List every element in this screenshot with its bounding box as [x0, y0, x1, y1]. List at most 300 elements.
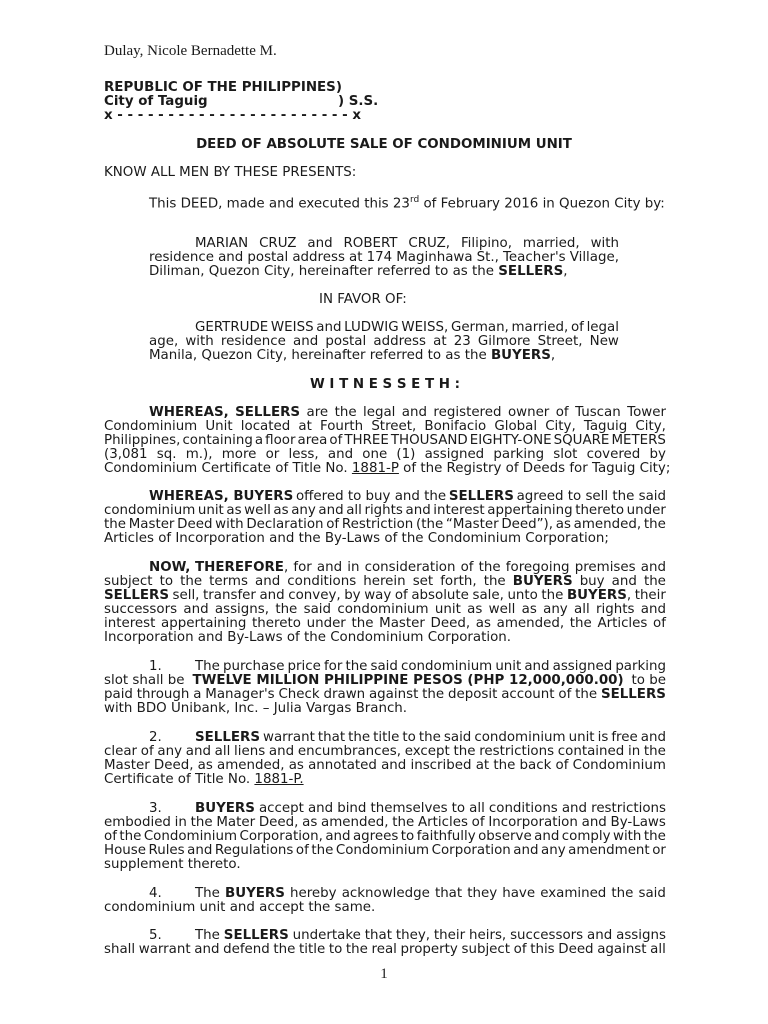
whereas2-line-2 [104, 503, 666, 518]
item3-line-5: supplement thereto. [104, 857, 241, 872]
word: the [418, 730, 441, 745]
whereas2-mid: offered to buy and the [295, 489, 447, 504]
word: all [214, 744, 231, 759]
word: the [483, 574, 506, 589]
word: and [534, 829, 560, 844]
word: any [541, 843, 566, 858]
word: at [298, 419, 312, 434]
item5-line-1 [195, 928, 666, 943]
whereas1-keyword: WHEREAS, [149, 405, 229, 420]
word: shall [104, 942, 136, 957]
whereas2-sellers: SELLERS [448, 489, 514, 504]
title-number-2: 1881-P. [254, 772, 304, 787]
word: unit [197, 503, 224, 518]
word: against [368, 687, 419, 702]
word: and [259, 588, 285, 603]
word: of [558, 687, 572, 702]
word: assigned [552, 659, 613, 674]
word: Bonifacio [424, 419, 487, 434]
item3-line-2 [104, 815, 666, 830]
item4-number: 4. [149, 886, 162, 901]
word: the [334, 405, 357, 420]
word: with [613, 829, 642, 844]
word: Master [104, 758, 150, 773]
word: that [317, 730, 346, 745]
word: absolute [411, 588, 469, 603]
word: Corporation, [239, 829, 323, 844]
now-l2-buyers: BUYERS [512, 574, 573, 589]
word: transfer [203, 588, 256, 603]
word: for [323, 659, 343, 674]
word: of [555, 758, 569, 773]
word: a [193, 687, 202, 702]
buyers-line-2 [149, 334, 619, 349]
word: deposit [447, 687, 498, 702]
word: assigns, [214, 602, 269, 617]
word: legal [362, 405, 396, 420]
word: 174 [366, 250, 393, 265]
whereas1-line-2 [104, 419, 666, 434]
word: and [194, 942, 220, 957]
whereas2-line-4: Articles of Incorporation and the By-Laws of the Condominium Corporation; [104, 531, 609, 546]
word: themselves [370, 801, 448, 816]
word: Condominium [104, 419, 198, 434]
word: Deed [558, 942, 594, 957]
word: address [292, 250, 345, 265]
word: amended, [217, 758, 285, 773]
item3-line-1 [195, 801, 666, 816]
word: the [493, 758, 516, 773]
word: the [348, 730, 371, 745]
word: of [513, 942, 527, 957]
word: as [521, 602, 537, 617]
word: the [569, 616, 592, 631]
whereas1-line-4 [104, 447, 666, 462]
word: for [293, 560, 312, 575]
word: and [561, 801, 588, 816]
word: any [157, 744, 183, 759]
word: are [306, 405, 329, 420]
whereas2-line-3 [104, 517, 666, 532]
word: price [287, 659, 321, 674]
word: the [643, 829, 666, 844]
author-name: Dulay, Nicole Bernadette M. [104, 43, 277, 59]
word: and [187, 843, 213, 858]
word: under [306, 616, 346, 631]
word: they, [395, 928, 431, 943]
now-l3-sellers: SELLERS [104, 588, 169, 603]
item3-number: 3. [149, 801, 162, 816]
word: appertaining [487, 503, 573, 518]
item2-line-1 [195, 730, 666, 745]
word: and [183, 602, 209, 617]
word: title [299, 942, 326, 957]
word: and [401, 405, 427, 420]
word: successors [510, 928, 584, 943]
word: the [541, 588, 564, 603]
word: and [185, 744, 211, 759]
word: amended, [321, 815, 389, 830]
word: property [400, 942, 458, 957]
word: interest [104, 616, 156, 631]
sellers-l3-end: , [563, 264, 568, 279]
word: Street, [537, 334, 583, 349]
word: Taguig [583, 419, 628, 434]
word: the [478, 560, 501, 575]
word: Deed, [258, 815, 299, 830]
word: defend [223, 942, 270, 957]
word: rights [596, 602, 635, 617]
word: the [119, 829, 142, 844]
caption-x-line: x - - - - - - - - - - - - - - - - - - - - - - - x [104, 108, 361, 123]
word: purchase [222, 659, 285, 674]
word: (the [416, 517, 444, 532]
caption-republic: REPUBLIC OF THE PHILIPPINES) [104, 80, 342, 95]
word: sell, [172, 588, 200, 603]
word: owner [507, 405, 550, 420]
word: paid [104, 687, 133, 702]
word: in [627, 744, 641, 759]
word: faithfully [416, 829, 476, 844]
word: and [327, 447, 354, 462]
word: their [634, 588, 666, 603]
intro-pre: This DEED, made and executed this 23 [149, 196, 410, 212]
word: embodied [104, 815, 171, 830]
word: Deed [177, 517, 213, 532]
word: slot [553, 447, 578, 462]
item5-sellers: SELLERS [223, 928, 289, 943]
item4-line-1 [195, 886, 666, 901]
sellers-l3-text: Diliman, Quezon City, hereinafter referred to as the [149, 264, 499, 279]
word: of [653, 616, 666, 631]
word: and [381, 758, 407, 773]
word: the [104, 517, 126, 532]
word: THOUSAND [390, 433, 468, 448]
item1-line-4: with BDO Unibank, Inc. – Julia Vargas Branch. [104, 701, 408, 716]
buyers-l3-end: , [550, 348, 556, 363]
caption-city: City of Taguig [104, 94, 208, 109]
word: amended, [496, 616, 565, 631]
word: as [288, 758, 304, 773]
word: House [104, 843, 146, 858]
word: of [140, 744, 154, 759]
word: and [513, 843, 539, 858]
word: Teacher's [503, 250, 566, 265]
word: and [268, 744, 295, 759]
word: acknowledge [341, 886, 430, 901]
word: Street, [371, 419, 417, 434]
word: Village, [569, 250, 619, 265]
word: and [316, 320, 342, 335]
word: of [555, 405, 569, 420]
in-favor-of: IN FAVOR OF: [319, 292, 407, 307]
word: as [467, 602, 483, 617]
word: WEISS [270, 320, 314, 335]
item1-l2-pre: slot shall be [104, 673, 189, 688]
item1-l2-post: to be [627, 673, 666, 688]
word: accept [258, 801, 304, 816]
word: subject [461, 942, 511, 957]
word: and [611, 574, 637, 589]
word: unit [495, 659, 522, 674]
purchase-price: TWELVE MILLION PHILIPPINE PESOS (PHP 12,000,000.00) [192, 673, 624, 688]
word: the [422, 687, 445, 702]
word: against [597, 942, 647, 957]
word: age, [149, 334, 179, 349]
word: to [159, 574, 174, 589]
word: the [180, 574, 203, 589]
word: legal [586, 320, 619, 335]
word: the [611, 886, 634, 901]
now-therefore-line-6: Incorporation and By-Laws of the Condominium Corporation. [104, 630, 512, 645]
word: or [265, 447, 280, 462]
word: of [460, 560, 474, 575]
word: amendment [568, 843, 650, 858]
word: GERTRUDE [195, 320, 269, 335]
word: contained [557, 744, 625, 759]
word: Condominium [335, 843, 430, 858]
item1-line-3 [104, 687, 666, 702]
item1-sellers: SELLERS [600, 687, 666, 702]
word: unit [434, 602, 461, 617]
word: said [638, 886, 666, 901]
word: EIGHTY-ONE [469, 433, 552, 448]
word: containing [182, 433, 253, 448]
word: in [347, 560, 360, 575]
word: married, [511, 320, 569, 335]
buyers-term: BUYERS [490, 348, 551, 363]
word: (1) [396, 447, 416, 462]
word: restrictions [479, 744, 555, 759]
word: heirs, [469, 928, 507, 943]
word: the [392, 815, 415, 830]
buyers-l3-text: Manila, Quezon City, hereinafter referred to as the [149, 348, 491, 363]
word: one [362, 447, 388, 462]
whereas1-l5-pre: Condominium Certificate of Title No. [104, 461, 352, 476]
word: sale, [472, 588, 504, 603]
word: annotated [308, 758, 377, 773]
word: comply [561, 829, 611, 844]
word: as [273, 503, 289, 518]
item3-buyers: BUYERS [195, 801, 255, 816]
word: unto [507, 588, 538, 603]
word: as [475, 616, 491, 631]
word: at [433, 334, 447, 349]
word: encumbrances, [297, 744, 401, 759]
word: thereto [575, 503, 625, 518]
item2-line-4 [104, 772, 304, 787]
item4-buyers: BUYERS [225, 886, 285, 901]
word: thereto [252, 616, 301, 631]
item2-line-3 [104, 758, 666, 773]
word: all [346, 503, 362, 518]
word: Articles [417, 815, 468, 830]
word: bind [337, 801, 367, 816]
word: of [394, 588, 408, 603]
word: their [433, 928, 466, 943]
word: Deed, [430, 616, 471, 631]
word: THREE [344, 433, 389, 448]
word: account [501, 687, 555, 702]
sellers-line-2 [149, 250, 619, 265]
now-therefore-line-5 [104, 616, 666, 631]
word: Incorporation [488, 815, 578, 830]
word: conditions [287, 574, 357, 589]
word: Regulations [214, 843, 294, 858]
word: City, [545, 419, 576, 434]
word: located [240, 419, 291, 434]
word: and [640, 560, 666, 575]
word: the [190, 815, 213, 830]
word: the [643, 574, 666, 589]
word: and [316, 560, 343, 575]
word: restrictions [591, 801, 666, 816]
word: free [611, 730, 638, 745]
word: consideration [364, 560, 456, 575]
sellers-line-1 [195, 236, 619, 251]
word: CRUZ, [408, 236, 451, 251]
word: at [475, 758, 490, 773]
word: of [471, 815, 485, 830]
word: Philippines, [104, 433, 181, 448]
word: and [255, 574, 281, 589]
word: Deed”), [501, 517, 554, 532]
word: to [400, 829, 415, 844]
word: way [364, 588, 392, 603]
item1-number: 1. [149, 659, 162, 674]
word: any [543, 602, 568, 617]
word: with [185, 334, 214, 349]
word: of [326, 517, 340, 532]
now-therefore-line-3: SELLERS sell, transfer and convey, by way of absolute sale, unto the BUYERS, their [104, 588, 666, 603]
word: and [587, 928, 613, 943]
word: and [318, 503, 344, 518]
word: well [244, 503, 271, 518]
word: at [349, 250, 363, 265]
item4-line-2: condominium unit and accept the same. [104, 900, 376, 915]
word: through [136, 687, 190, 702]
word: condominium [104, 503, 196, 518]
know-all-men: KNOW ALL MEN BY THESE PRESENTS: [104, 165, 357, 180]
item2-l4-pre: Certificate of Title No. [104, 772, 255, 787]
word: the [345, 942, 368, 957]
word: title [373, 730, 400, 745]
word: and [293, 334, 319, 349]
word: as [302, 815, 318, 830]
word: warrant [263, 730, 315, 745]
caption-ss: ) S.S. [338, 94, 379, 109]
word: hereby [289, 886, 337, 901]
word: St., [476, 250, 499, 265]
word: MARIAN [195, 236, 249, 251]
word: postal [325, 334, 367, 349]
sellers-term: SELLERS [498, 264, 564, 279]
intro-paragraph [149, 193, 665, 211]
word: back [519, 758, 552, 773]
word: under [626, 503, 666, 518]
word: terms [209, 574, 248, 589]
now-therefore-line-1: NOW, THEREFORE, for and in consideration of the foregoing premises and [149, 560, 666, 575]
word: agrees [352, 829, 399, 844]
word: and [524, 659, 550, 674]
word: and [405, 503, 431, 518]
word: 23 [453, 334, 471, 349]
word: postal [247, 250, 289, 265]
word: said [370, 659, 398, 674]
item2-sellers: SELLERS [195, 730, 260, 745]
word: they [467, 886, 498, 901]
word: the [575, 687, 598, 702]
word: Unit [205, 419, 233, 434]
word: clear [104, 744, 138, 759]
word: conditions [488, 801, 558, 816]
word: premises [574, 560, 636, 575]
word: of [570, 320, 584, 335]
word: and [325, 829, 351, 844]
word: observe [478, 829, 532, 844]
item2-number: 2. [149, 730, 162, 745]
word: covered [586, 447, 641, 462]
word: except [404, 744, 450, 759]
item3-line-4 [104, 843, 666, 858]
word: forth, [440, 574, 477, 589]
word: all [469, 801, 485, 816]
word: unit [568, 730, 595, 745]
word: the [643, 744, 666, 759]
document-title: DEED OF ABSOLUTE SALE OF CONDOMINIUM UNIT [196, 137, 572, 152]
now-therefore-keyword: NOW, THEREFORE [149, 560, 284, 575]
whereas1-line-1 [149, 405, 666, 420]
sellers-line-3 [149, 264, 568, 279]
item5-the: The [195, 928, 220, 943]
item1-line-2 [104, 673, 666, 688]
word: parking [493, 447, 545, 462]
word: the [311, 843, 334, 858]
word: interest [433, 503, 485, 518]
whereas1-sellers: SELLERS [235, 405, 301, 420]
now-therefore-line-2 [104, 574, 666, 589]
word: Tower [627, 405, 666, 420]
word: and [307, 801, 334, 816]
word: Corporation [431, 843, 511, 858]
word: (3,081 [104, 447, 148, 462]
word: by [344, 588, 361, 603]
word: Restriction [341, 517, 414, 532]
word: more [221, 447, 257, 462]
word: METERS [611, 433, 666, 448]
word: appertaining [161, 616, 247, 631]
word: amended, [573, 517, 642, 532]
word: and [640, 602, 666, 617]
word: condominium [337, 602, 429, 617]
word: herein [363, 574, 406, 589]
word: sq. [156, 447, 177, 462]
word: CRUZ [259, 236, 297, 251]
word: as [555, 517, 571, 532]
word: Condominium [572, 758, 666, 773]
word: parking [615, 659, 666, 674]
word: Rules [148, 843, 185, 858]
whereas2-end: agreed to sell the said [516, 489, 666, 504]
word: and [640, 730, 666, 745]
word: and [307, 236, 333, 251]
word: Gilmore [477, 334, 531, 349]
word: condominium [400, 659, 493, 674]
whereas1-l5-post: of the Registry of Deeds for Taguig City; [398, 461, 671, 476]
word: set [412, 574, 434, 589]
word: foregoing [505, 560, 570, 575]
word: floor [265, 433, 296, 448]
